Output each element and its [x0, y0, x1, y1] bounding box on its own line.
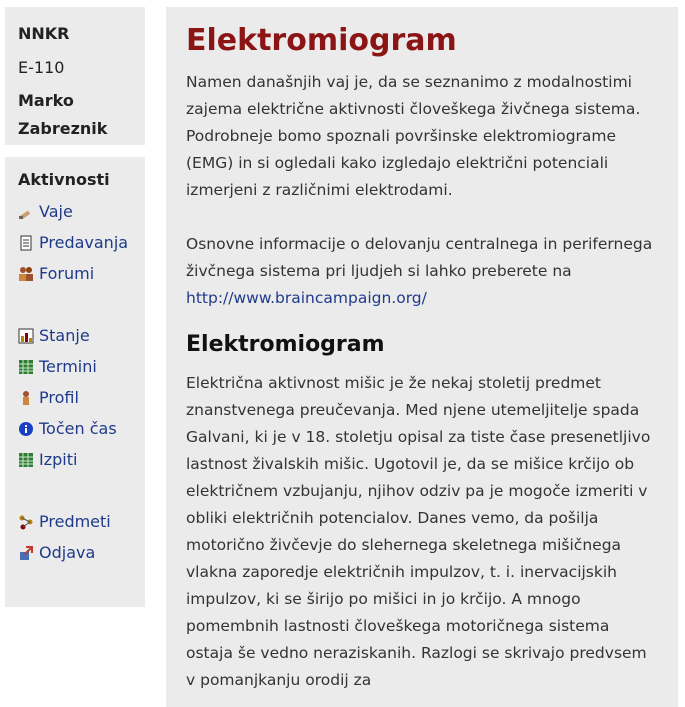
menu-item-izpiti[interactable]	[18, 444, 145, 475]
people-icon	[18, 266, 34, 282]
info-paragraph	[186, 231, 658, 312]
menu-item-label: Izpiti	[39, 450, 78, 469]
menu-item-predmeti[interactable]	[18, 506, 145, 537]
person-icon	[18, 390, 34, 406]
logout-icon	[18, 545, 34, 561]
pencil-icon	[18, 204, 34, 220]
activities-menu	[5, 157, 145, 607]
section-paragraph: Električna aktivnost mišic je že nekaj stoletij predmet znanstvenega preučevanja. Med njene utemeljitelje spada Galvani, ki je v 18. stoletju opisal za tiste čase presenetljivo lastnost živalskih mišic. Ugotovil je, da se mišice krčijo ob električnem vzbujanju, njihov odziv pa je mogoče izmeriti v obliki električnih potencialov. Danes vemo, da pošilja motorično živčevje do slehernega skeletnega mišičnega vlakna zaporedje električnih impulzov, t. i. inervacijskih impulzov, ki se širijo po mišici in jo krčijo. A mnogo pomembnih lastnosti človeškega motoričnega sistema ostaja še vedno neraziskanih. Razlogi se skrivajo predvsem v pomanjkanju orodij za	[186, 374, 651, 689]
menu-item-label: Forumi	[39, 264, 95, 283]
user-first-name: Marko	[18, 91, 74, 110]
nodes-icon	[18, 514, 34, 530]
section-title: Elektromiogram	[186, 332, 385, 357]
menu-item-label: Termini	[39, 357, 97, 376]
page-title: Elektromiogram	[186, 23, 457, 58]
menu-item-label: Točen čas	[39, 419, 117, 438]
main-content	[166, 7, 678, 707]
course-id: E-110	[18, 58, 65, 77]
menu-item-label: Odjava	[39, 543, 96, 562]
menu-item-label: Profil	[39, 388, 79, 407]
info-icon	[18, 421, 34, 437]
menu-item-odjava[interactable]	[18, 537, 145, 568]
user-last-name: Zabreznik	[18, 119, 108, 138]
menu-item-label: Predmeti	[39, 512, 111, 531]
menu-item-label: Vaje	[39, 202, 73, 221]
intro-paragraph: Namen današnjih vaj je, da se seznanimo z modalnostimi zajema električne aktivnosti človeškega živčnega sistema. Podrobneje bomo spoznali površinske elektromiograme (EMG) in si ogledali kako izgledajo električni potenciali izmerjeni z različnimi elektrodami.	[186, 73, 641, 199]
menu-item-stanje[interactable]	[18, 320, 145, 351]
document-icon	[18, 235, 34, 251]
menu-title: Aktivnosti	[18, 170, 110, 189]
menu-item-profil[interactable]	[18, 382, 145, 413]
menu-item-predavanja[interactable]	[18, 227, 145, 258]
course-code: NNKR	[18, 24, 70, 43]
grid-icon	[18, 452, 34, 468]
menu-item-termini[interactable]	[18, 351, 145, 382]
menu-item-forumi[interactable]	[18, 258, 145, 289]
menu-item-vaje[interactable]	[18, 196, 145, 227]
menu-item-label: Stanje	[39, 326, 90, 345]
chart-icon	[18, 328, 34, 344]
braincampaign-link[interactable]: http://www.braincampaign.org/	[186, 289, 427, 307]
user-panel	[5, 7, 145, 145]
menu-item-label: Predavanja	[39, 233, 129, 252]
calendar-icon	[18, 359, 34, 375]
info-text: Osnovne informacije o delovanju centralnega in perifernega živčnega sistema pri ljudjeh si lahko preberete na	[186, 235, 653, 280]
menu-item-tocen-cas[interactable]	[18, 413, 145, 444]
